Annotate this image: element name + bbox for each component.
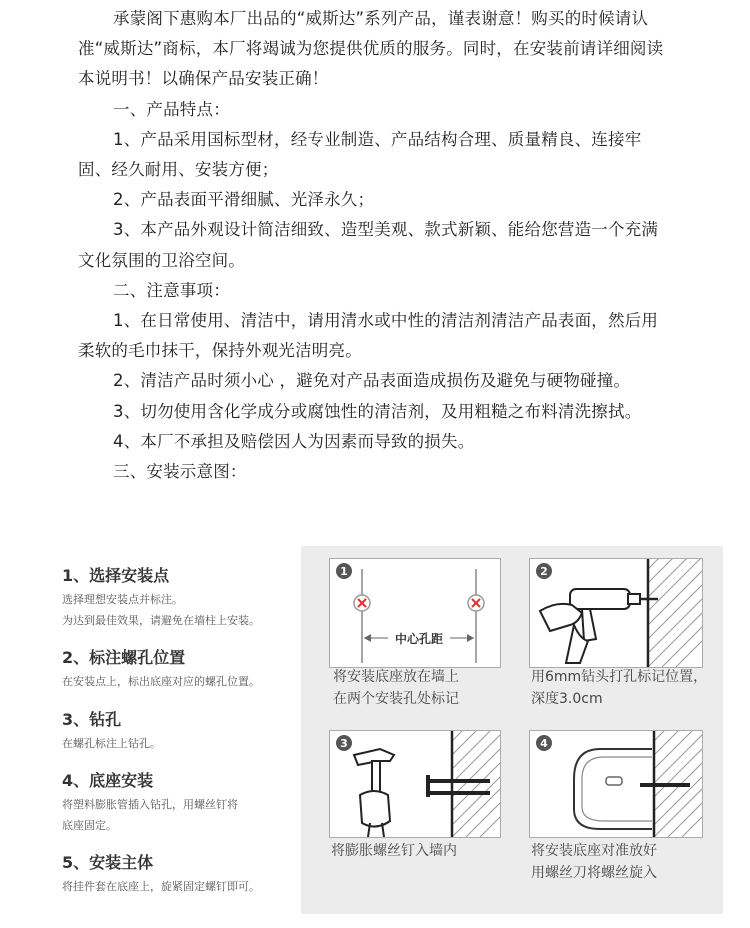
caption-line: 用6mm钻头打孔标记位置，: [531, 669, 708, 685]
diagram-caption: [331, 840, 457, 862]
section-heading: 三、安装示意图：: [113, 462, 247, 482]
section-heading: 二、注意事项：: [113, 280, 230, 300]
list-item: 1、在日常使用、清洁中，请用清水或中性的清洁剂清洁产品表面，然后用柔软的毛巾抹干，保持外观光洁明亮。: [78, 311, 659, 361]
step-title: 1、选择安装点: [62, 566, 170, 585]
step-title: 4、底座安装: [62, 771, 154, 790]
step-desc-line: 在安装点上，标出底座对应的螺孔位置。: [62, 675, 260, 688]
hammer-illustration: [330, 731, 500, 837]
step-number: 4: [540, 737, 548, 750]
step-desc: [62, 876, 312, 897]
step-desc: [62, 794, 312, 836]
list-item: 3、本产品外观设计简洁细致、造型美观、款式新颖、能给您营造一个充满文化氛围的卫浴空间。: [78, 220, 659, 270]
drill-icon: [540, 589, 658, 663]
intro-paragraph: 承蒙阁下惠购本厂出品的“威斯达”系列产品，谨表谢意！购买的时候请认准“威斯达”商标，本厂将竭诚为您提供优质的服务。同时，在安装前请详细阅读本说明书！以确保产品安装正确！: [78, 9, 664, 89]
step-desc: [62, 589, 312, 631]
step-3: [62, 710, 312, 754]
list-item: 2、产品表面平滑细腻、光泽永久；: [113, 190, 375, 210]
diagram-4: [529, 730, 703, 838]
diagram-caption: [531, 840, 657, 884]
caption-line: 将膨胀螺丝钉入墙内: [331, 843, 457, 859]
mount-base-illustration: [530, 731, 702, 837]
step-desc-line: 将挂件套在底座上，旋紧固定螺钉即可。: [62, 880, 260, 893]
drill-illustration: [530, 559, 702, 667]
mark-x-icon-left: [354, 595, 370, 611]
instruction-text: [78, 4, 668, 487]
mark-holes-illustration: [330, 559, 500, 667]
step-number: 1: [340, 565, 348, 578]
list-item: 3、切勿使用含化学成分或腐蚀性的清洁剂，及用粗糙之布料清洗擦拭。: [113, 401, 642, 421]
diagram-caption: [531, 666, 707, 710]
paper-holder-icon: [574, 749, 652, 829]
diagram-3: [329, 730, 501, 838]
caption-line: 深度3.0cm: [531, 691, 603, 707]
step-desc-line: 选择理想安装点并标注。: [62, 593, 183, 606]
step-desc: [62, 671, 312, 692]
list-item: 1、产品采用国标型材，经专业制造、产品结构合理、质量精良、连接牢固、经久耐用、安装方便；: [78, 129, 642, 180]
list-item: 4、本厂不承担及赔偿因人为因素而导致的损失。: [113, 431, 475, 451]
step-title: 2、标注螺孔位置: [62, 648, 186, 667]
step-title: 5、安装主体: [62, 853, 154, 872]
step-4: [62, 771, 312, 836]
step-desc-line: 在螺孔标注上钻孔。: [62, 737, 161, 750]
center-distance-label: 中心孔距: [394, 632, 444, 646]
step-number: 2: [540, 565, 548, 578]
diagram-1: [329, 558, 501, 668]
caption-line: 将安装底座放在墙上: [333, 669, 459, 685]
step-5: [62, 853, 312, 897]
diagram-2: [529, 558, 703, 668]
step-desc: [62, 733, 312, 754]
step-2: [62, 648, 312, 692]
list-item: 2、清洁产品时须小心 ，避免对产品表面造成损伤及避免与硬物碰撞。: [113, 371, 631, 391]
section-heading: 一、产品特点：: [113, 99, 230, 119]
mark-x-icon-right: [468, 595, 484, 611]
step-1: [62, 566, 312, 631]
step-title: 3、钻孔: [62, 710, 122, 729]
step-desc-line: 为达到最佳效果，请避免在墙柱上安装。: [62, 614, 260, 627]
step-number: 3: [340, 737, 348, 750]
diagram-caption: [333, 666, 459, 710]
diagram-panel: [301, 546, 723, 914]
caption-line: 在两个安装孔处标记: [333, 691, 459, 707]
caption-line: 用螺丝刀将螺丝旋入: [531, 865, 657, 881]
step-desc-line: 底座固定。: [62, 819, 117, 832]
hammer-icon: [354, 749, 394, 837]
caption-line: 将安装底座对准放好: [531, 843, 657, 859]
step-desc-line: 将塑料膨胀管插入钻孔，用螺丝钉将: [62, 798, 238, 811]
